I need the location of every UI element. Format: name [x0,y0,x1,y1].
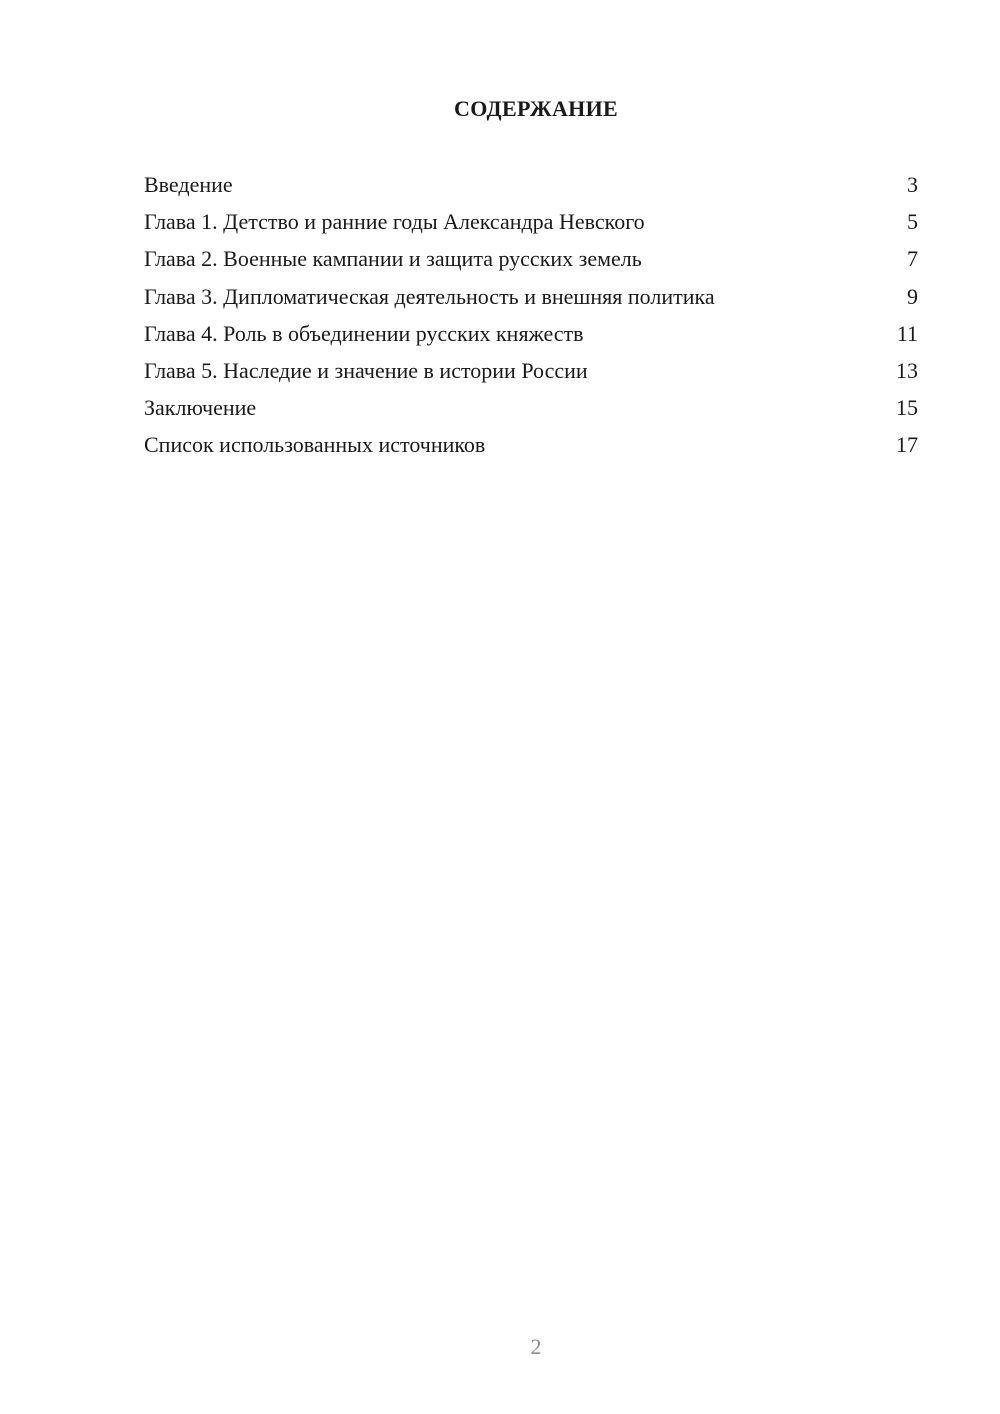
toc-entry-page: 11 [896,320,918,346]
toc-entry-chapter-1 [144,203,918,240]
toc-entry-chapter-2 [144,240,918,277]
toc-entry-page: 7 [907,246,918,272]
page-title: СОДЕРЖАНИЕ [454,96,618,121]
toc-entry-title: Глава 5. Наследие и значение в истории России [144,357,588,383]
toc-entry-title: Глава 3. Дипломатическая деятельность и внешняя политика [144,283,715,309]
toc-entry-page: 17 [896,432,918,458]
toc-entry-page: 3 [907,172,918,197]
toc-entry-page: 5 [907,209,918,235]
toc-entry-title: Введение [144,172,233,197]
toc-entry-chapter-4 [144,315,918,352]
page-number: 2 [530,1334,542,1359]
toc-entry-sources [144,426,918,463]
toc-entry-title: Глава 2. Военные кампании и защита русских земель [144,246,642,272]
toc-entry-introduction [144,166,918,203]
toc-entry-conclusion [144,389,918,426]
toc-entry-chapter-5 [144,352,918,389]
toc-entry-page: 9 [907,283,918,309]
toc-entry-page: 13 [896,357,918,383]
toc-entry-chapter-3 [144,278,918,315]
toc-entry-title: Список использованных источников [144,432,486,458]
table-of-contents [144,166,918,464]
toc-entry-title: Глава 1. Детство и ранние годы Александра Невского [144,209,645,235]
toc-entry-page: 15 [896,395,918,421]
toc-entry-title: Заключение [144,395,257,421]
toc-entry-title: Глава 4. Роль в объединении русских княжеств [144,320,584,346]
